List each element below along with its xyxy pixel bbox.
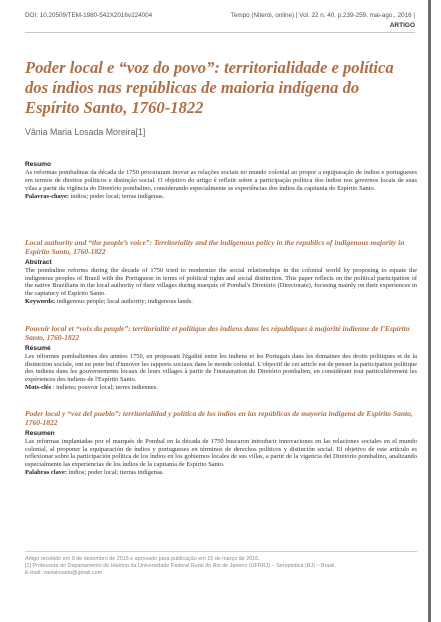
abstract-fr-text: Les réformes pombaliennes des années 1750, en proposant l'égalité entre les indiens et les Portugais dans les domaines des droits politiques et de la distinction sociale, ont eu pour but d'innover les rapports sociaux dans le monde colonial. L'objectif de cet article est de penser la participation politique des indiens dans les gouvernements locaux de leurs villages à partir de l'instauration du Diretório pombalien, en considérant tout particulièrement les expériences des indiens de l'Espírito Santo. [25,352,417,384]
keywords-es-label: Palabras clave: [25,469,68,477]
abstract-en-title: Local authority and “the people’s voice”: Territoriality and the indigenous policy in the republics of indigenous majority in Espírito Santo, 1760-1822 [25,238,405,257]
abstract-pt-heading: Resumo [25,161,52,168]
page-footer [25,556,417,577]
abstract-es-heading: Resumen [25,429,55,437]
abstract-es-text: Las reformas implantadas por el marqués de Pombal en la década de 1750 buscaron introducir innovaciones en las relaciones sociales en el mundo colonial, al proponer la equiparación de índios y portugueses en términos de derechos políticos y distinción social. El objetivo de este artículo es reflexionar sobre la participación política de los índios en los gobiernos locales de sus villas, a partir de la vigencia del Diretório pombalino, analizando especialmente las experiencias de los índios de la capitanía de Espírito Santo. [25,437,417,469]
abstract-en-text: The pombaline reforms during the decade of 1750 tried to modernize the social relationships in the colonial world by proposing to equate the indigenous peoples of Brazil with the Portuguese in terms of political rights and social distinction. This paper reflects on the political participation of the native Brazilians in the local authority of their villages during marquis of Pombal's Diretório (Directorate), focusing mainly on their experiences in the captaincy of Espírito Santo. [25,266,417,298]
abstract-fr-heading: Résumé [25,344,51,352]
abstract-fr [25,324,417,392]
footer-divider [25,551,417,552]
article-title: Poder local e “voz do povo”: territorialidade e política dos índios nas repúblicas de maioria indígena do Espírito Santo, 1760-1822 [25,58,394,117]
abstract-en [25,238,417,306]
keywords-fr-text: : indiens; pouvoir local; terres indiennes. [51,384,158,392]
keywords-fr-label: Mots-clés [25,384,52,392]
author-name: Vânia Maria Losada Moreira[1] [25,127,146,137]
page-edge-bar [428,0,431,622]
abstract-es [25,409,417,477]
keywords-es [25,469,417,477]
keywords-en [25,298,417,306]
footer-affiliation: [1] Professora do Departamento de História da Universidade Federal Rural do Rio de Janeiro (UFRRJ) – Seropédica (RJ) – Brasil. [25,563,336,570]
keywords-pt [25,193,417,201]
keywords-en-text: indigenous people; local authority; indigenous lands. [55,298,193,306]
journal-citation: Tempo (Niterói, online) | Vol. 22 n. 40. p.239-259, mai-ago., 2016 | [230,12,415,19]
footer-email[interactable]: E-mail: vanialosada@gmail.com [25,570,103,577]
section-label: ARTIGO [389,22,415,29]
keywords-en-label: Keywords: [25,298,56,306]
header-divider [25,32,415,33]
doi-text[interactable]: DOI: 10.20509/TEM-1980-542X2016v224004 [25,12,153,19]
abstract-pt [25,161,417,201]
abstract-pt-text: As reformas pombalinas da década de 1750 procuraram inovar as relações sociais no mundo colonial ao propor a equiparação de índios e portugueses em termos de direitos políticos e distinção social. O objetivo do artigo é refletir sobre a participação política dos índios nos governos locais de suas vilas a partir da vigência do Diretório pombalino, considerando especialmente as experiências dos índios da capitania do Espírito Santo. [25,169,417,192]
footer-received: Artigo recebido em 9 de dezembro de 2015 e aprovado para publicação em 15 de março de 2016. [25,556,260,562]
keywords-pt-label: Palavras-chave: [25,192,69,200]
keywords-fr [25,384,417,392]
abstract-fr-title: Pouvoir local et “voix du peuple”: territorialité et politique des indiens dans les républiques à majorité indienne de l’Espírito Santo, 1760-1822 [25,324,410,343]
keywords-pt-text: índios; poder local; terras indígenas. [68,192,165,200]
abstract-es-title: Poder local y “voz del pueblo”: territorialidad y política de los índios en las repúblicas de mayoría indígena de Espírito Santo, 1760-1822 [25,409,413,428]
abstract-en-heading: Abstract [25,258,52,266]
keywords-es-text: índios; poder local; tierras indígenas. [67,469,164,477]
page-header [25,10,415,36]
